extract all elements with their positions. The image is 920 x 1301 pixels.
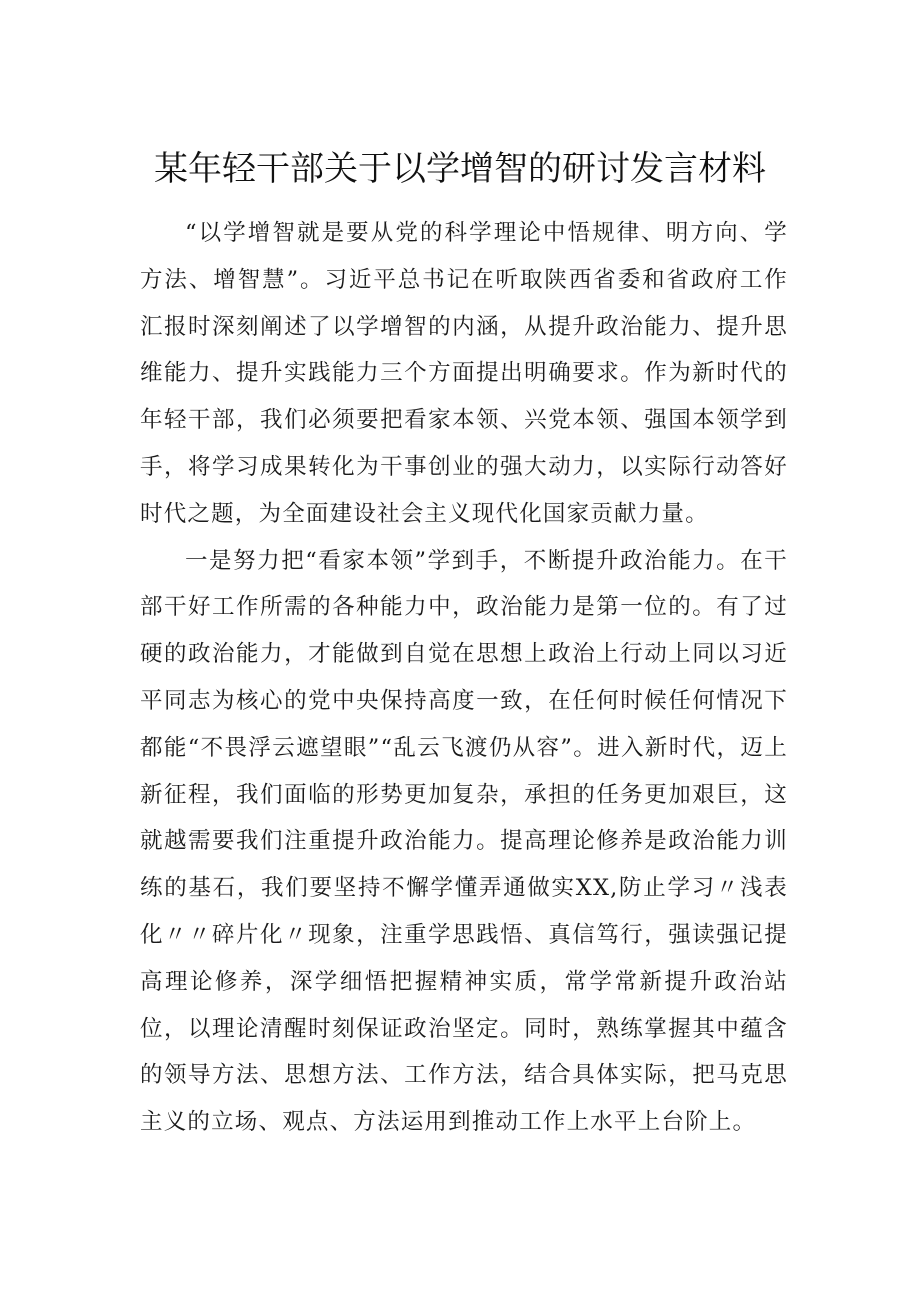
paragraph-political-ability: 一是努力把“看家本领”学到手，不断提升政治能力。在干部干好工作所需的各种能力中，政治能力是第一位的。有了过硬的政治能力，才能做到自觉在思想上政治上行动上同以习近平同志为核心的党中央保持高度一致，在任何时候任何情况下都能“不畏浮云遮望眼”“乱云飞渡仍从容”。进入新时代，迈上新征程，我们面临的形势更加复杂，承担的任务更加艰巨，这就越需要我们注重提升政治能力。提高理论修养是政治能力训练的基石，我们要坚持不懈学懂弄通做实XX,防止学习〃浅表化〃〃碎片化〃现象，注重学思践悟、真信笃行，强读强记提高理论修养，深学细悟把握精神实质，常学常新提升政治站位，以理论清醒时刻保证政治坚定。同时，熟练掌握其中蕴含的领导方法、思想方法、工作方法，结合具体实际，把马克思主义的立场、观点、方法运用到推动工作上水平上台阶上。: [140, 547, 788, 1136]
document-title: 某年轻干部关于以学增智的研讨发言材料: [154, 149, 766, 189]
document-body: [140, 210, 788, 1146]
paragraph-intro: “以学增智就是要从党的科学理论中悟规律、明方向、学方法、增智慧”。习近平总书记在听取陕西省委和省政府工作汇报时深刻阐述了以学增智的内涵，从提升政治能力、提升思维能力、提升实践能力三个方面提出明确要求。作为新时代的年轻干部，我们必须要把看家本领、兴党本领、强国本领学到手，将学习成果转化为干事创业的强大动力，以实际行动答好时代之题，为全面建设社会主义现代化国家贡献力量。: [140, 220, 788, 527]
